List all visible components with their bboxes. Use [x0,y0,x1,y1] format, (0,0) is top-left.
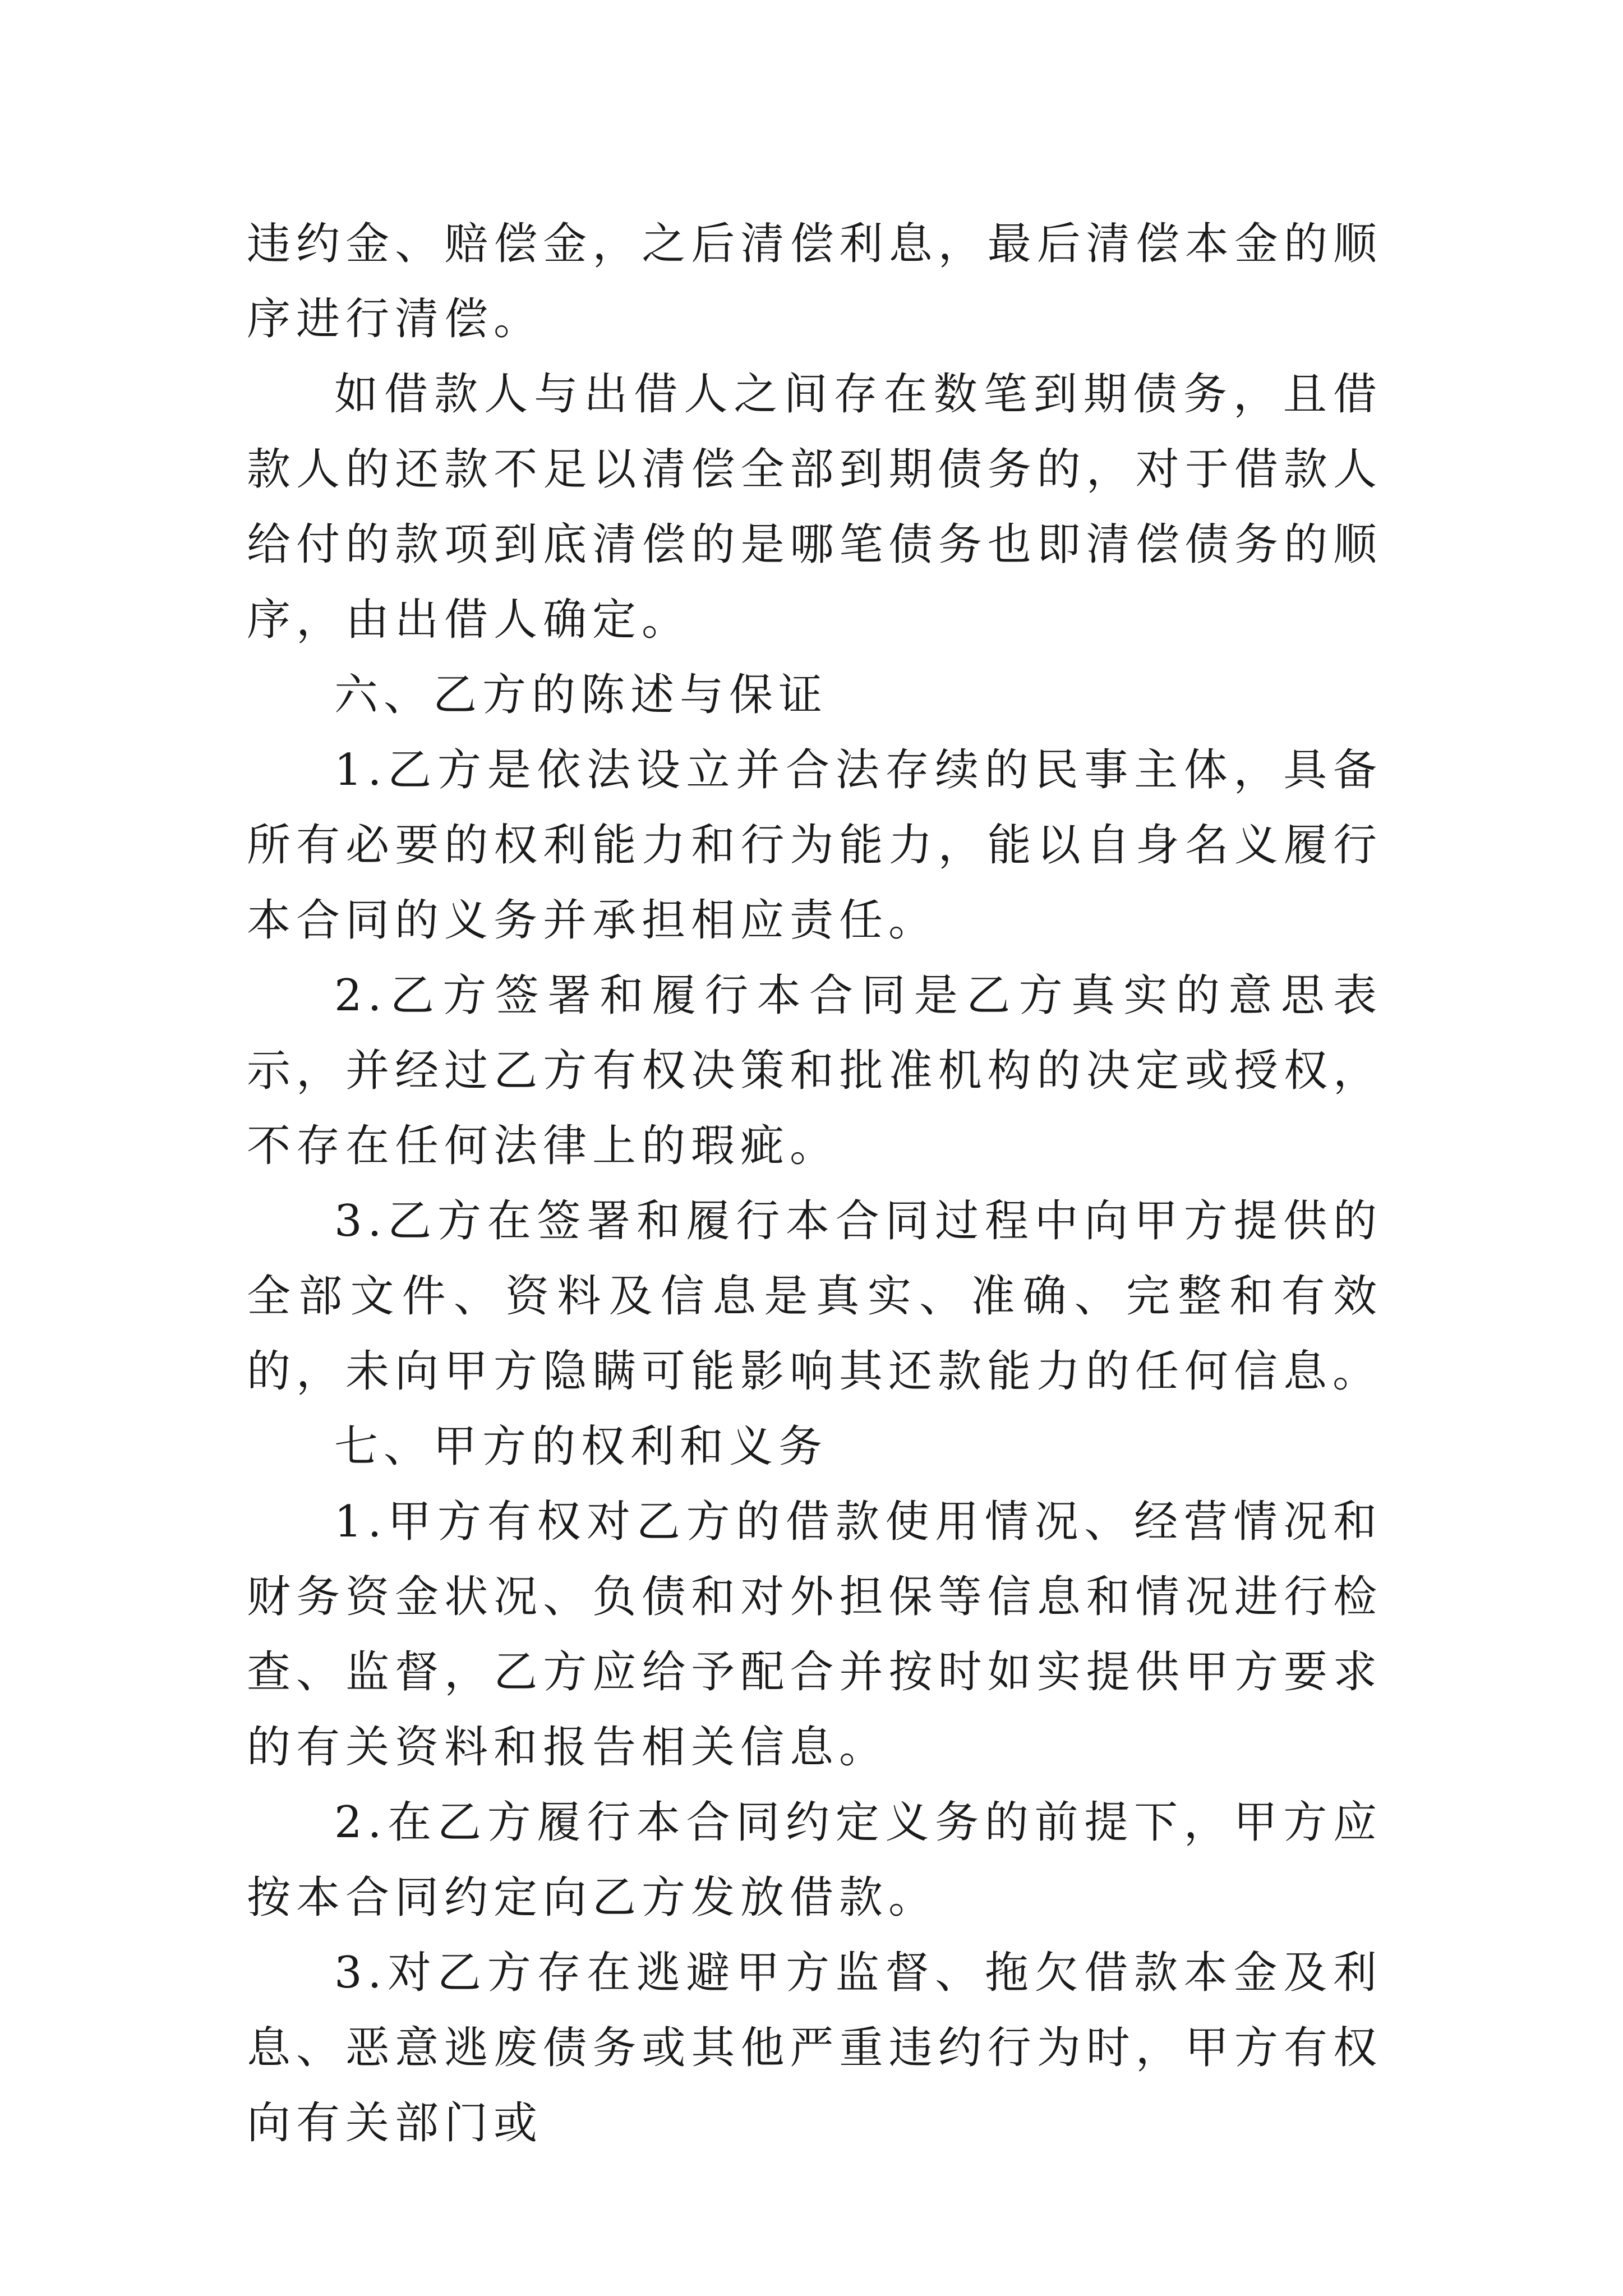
clause-6-1: 1.乙方是依法设立并合法存续的民事主体，具备所有必要的权利能力和行为能力，能以自身名义履行本合同的义务并承担相应责任。 [247,745,1382,946]
document-body [247,206,1382,2161]
paragraph-continuation: 违约金、赔偿金，之后清偿利息，最后清偿本金的顺序进行清偿。 [247,219,1382,344]
clause-6-2: 2.乙方签署和履行本合同是乙方真实的意思表示，并经过乙方有权决策和批准机构的决定或授权，不存在任何法律上的瑕疵。 [247,970,1382,1171]
section-heading-seven: 七、甲方的权利和义务 [334,1421,828,1472]
clause-7-1: 1.甲方有权对乙方的借款使用情况、经营情况和财务资金状况、负债和对外担保等信息和情况进行检查、监督，乙方应给予配合并按时如实提供甲方要求的有关资料和报告相关信息。 [247,1497,1382,1773]
clause-7-3: 3.对乙方存在逃避甲方监督、拖欠借款本金及利息、恶意逃废债务或其他严重违约行为时，甲方有权向有关部门或 [247,1948,1382,2148]
section-heading-six: 六、乙方的陈述与保证 [334,670,828,720]
paragraph-repayment-order: 如借款人与出借人之间存在数笔到期债务，且借款人的还款不足以清偿全部到期债务的，对于借款人给付的款项到底清偿的是哪笔债务也即清偿债务的顺序，由出借人确定。 [247,369,1382,645]
clause-6-3: 3.乙方在签署和履行本合同过程中向甲方提供的全部文件、资料及信息是真实、准确、完整和有效的，未向甲方隐瞒可能影响其还款能力的任何信息。 [247,1196,1382,1397]
clause-7-2: 2.在乙方履行本合同约定义务的前提下，甲方应按本合同约定向乙方发放借款。 [247,1797,1382,1923]
